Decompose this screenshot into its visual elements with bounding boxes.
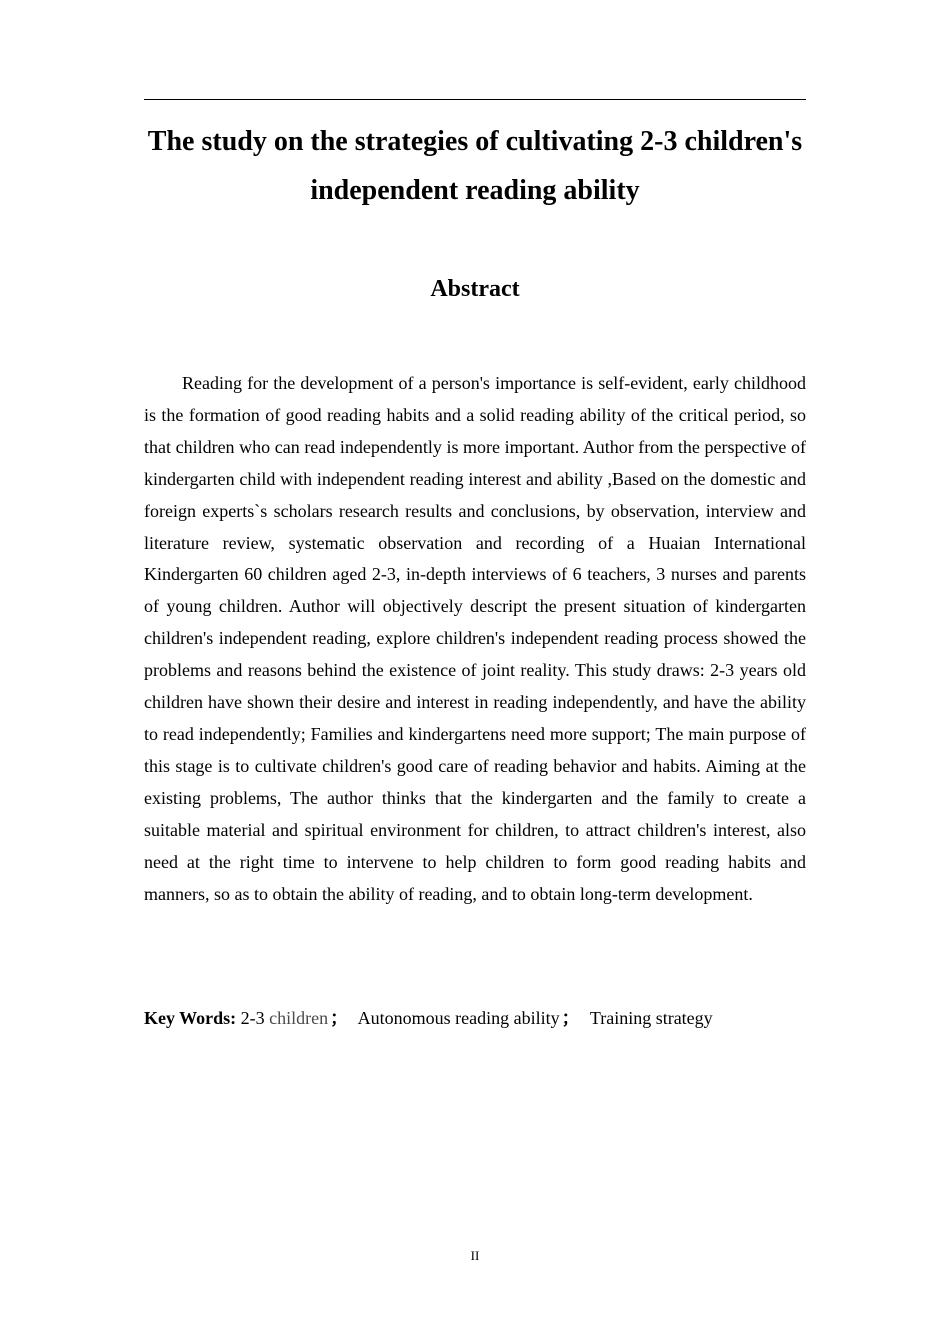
header-rule [144,99,806,100]
keyword-children: children [269,1008,329,1028]
keyword-age-range: 2-3 [240,1008,265,1028]
page-number: II [470,1248,480,1263]
keyword-autonomous-reading: Autonomous reading ability [357,1008,560,1028]
keyword-separator: ； [561,1008,580,1028]
abstract-heading: Abstract [430,276,520,302]
keywords-line [144,1003,806,1034]
paper-title: The study on the strategies of cultivating 2-3 children's independent reading ability [147,126,803,206]
keyword-training-strategy: Training strategy [589,1008,713,1028]
abstract-body: Reading for the development of a person's importance is self-evident, early childhood is the formation of good reading habits and a solid reading ability of the critical period, so that children who can read independently is more important. Author from the perspective of kindergarten child with independent reading interest and ability ,Based on the domestic and foreign experts`s scholars research results and conclusions, by observation, interview and literature review, systematic observation and recording of a Huaian International Kindergarten 60 children aged 2-3, in-depth interviews of 6 teachers, 3 nurses and parents of young children. Author will objectively descript the present situation of kindergarten children's independent reading, explore children's independent reading process showed the problems and reasons behind the existence of joint reality. This study draws: 2-3 years old children have shown their desire and interest in reading independently, and have the ability to read independently; Families and kindergartens need more support; The main purpose of this stage is to cultivate children's good care of reading behavior and habits. Aiming at the existing problems, The author thinks that the kindergarten and the family to create a suitable material and spiritual environment for children, to attract children's interest, also need at the right time to intervene to help children to form good reading habits and manners, so as to obtain the ability of reading, and to obtain long-term development. [144,373,806,904]
keywords-label: Key Words: [144,1008,237,1028]
keyword-separator: ； [330,1008,349,1028]
